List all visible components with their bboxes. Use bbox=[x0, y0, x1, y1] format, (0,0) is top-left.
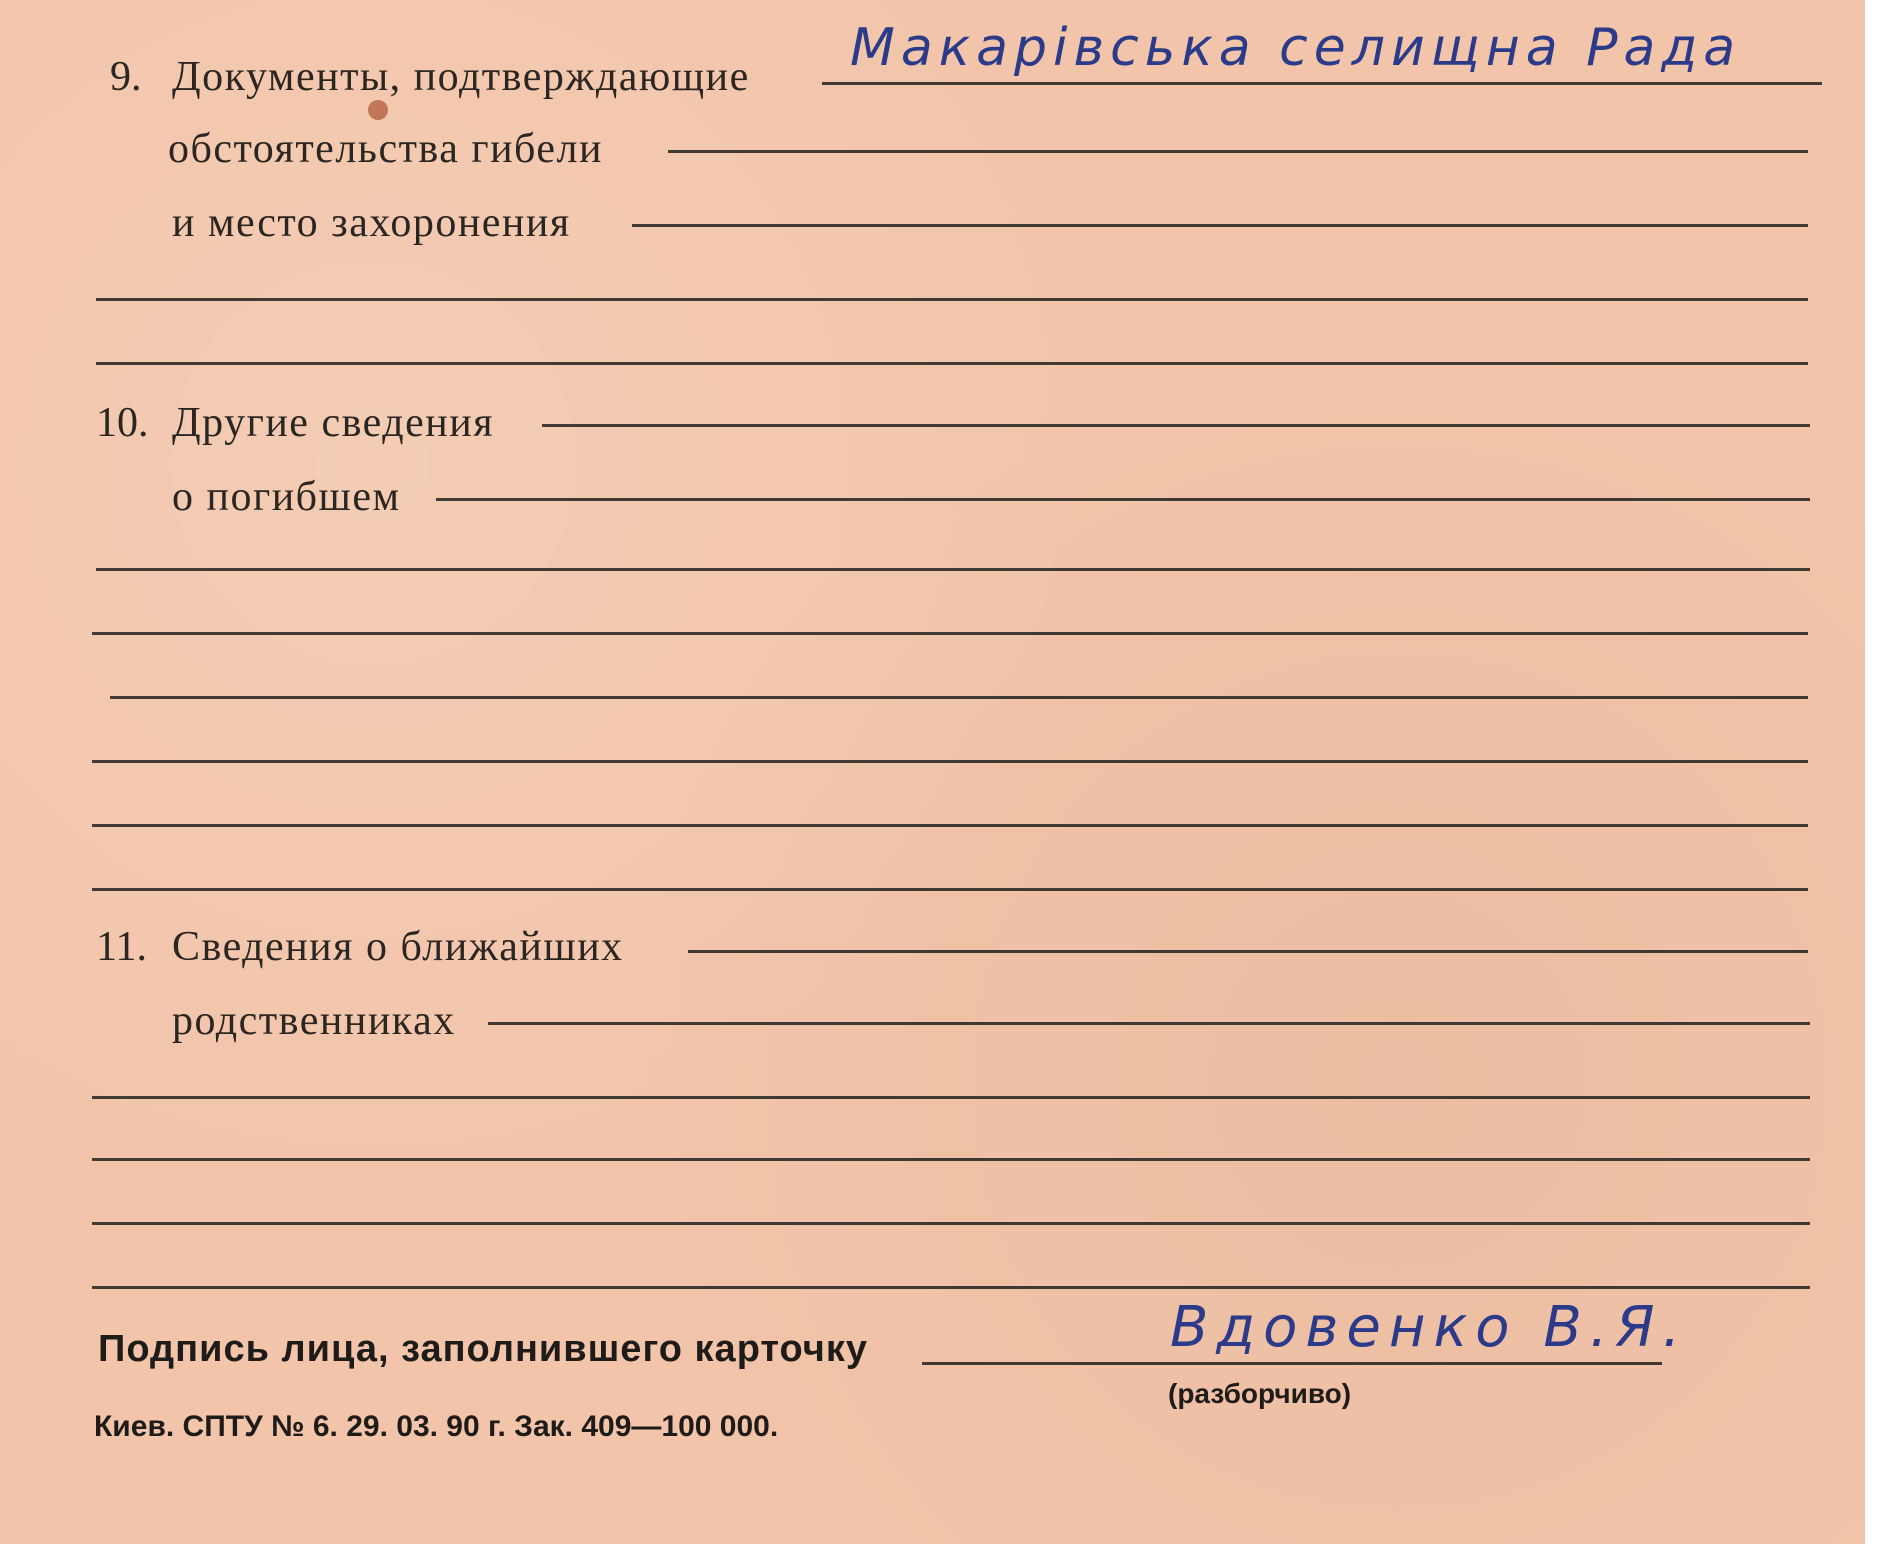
section-10-fill-line-7 bbox=[92, 824, 1808, 827]
scan-border bbox=[1865, 0, 1901, 1544]
section-10-number: 10. bbox=[96, 400, 149, 446]
printer-imprint: Киев. СПТУ № 6. 29. 03. 90 г. Зак. 409—100 000. bbox=[94, 1410, 779, 1443]
section-11-label-line2: родственниках bbox=[172, 998, 456, 1044]
section-10-fill-line-4 bbox=[92, 632, 1808, 635]
section-9-label-line1: Документы, подтверждающие bbox=[172, 54, 750, 100]
signature-note: (разборчиво) bbox=[1168, 1378, 1352, 1409]
section-9-label-line3: и место захоронения bbox=[172, 200, 571, 246]
section-11-fill-line-2 bbox=[488, 1022, 1810, 1025]
section-9-handwritten-entry: Макарiвська селищна Рада bbox=[850, 18, 1742, 78]
section-9-fill-line-2 bbox=[668, 150, 1808, 153]
section-10-fill-line-8 bbox=[92, 888, 1808, 891]
section-9-fill-line-1 bbox=[822, 82, 1822, 85]
section-11-fill-line-6 bbox=[92, 1286, 1810, 1289]
section-10-label-line1: Другие сведения bbox=[172, 400, 495, 446]
section-11-fill-line-5 bbox=[92, 1222, 1810, 1225]
section-9-fill-line-4 bbox=[96, 298, 1808, 301]
section-10-fill-line-1 bbox=[542, 424, 1810, 427]
section-11-number: 11. bbox=[96, 924, 147, 970]
section-9-number: 9. bbox=[110, 54, 142, 100]
section-10-fill-line-5 bbox=[110, 696, 1808, 699]
signature-fill-line bbox=[922, 1362, 1662, 1365]
section-10-label-line2: о погибшем bbox=[172, 474, 401, 520]
section-11-fill-line-3 bbox=[92, 1096, 1810, 1099]
section-9-fill-line-5 bbox=[96, 362, 1808, 365]
ink-spot bbox=[368, 100, 388, 120]
section-11-fill-line-4 bbox=[92, 1158, 1810, 1161]
section-11-fill-line-1 bbox=[688, 950, 1808, 953]
section-9-label-line2: обстоятельства гибели bbox=[168, 126, 603, 172]
section-9-fill-line-3 bbox=[632, 224, 1808, 227]
signature-label: Подпись лица, заполнившего карточку bbox=[98, 1328, 868, 1370]
signature-handwriting: Вдовенко В.Я. bbox=[1170, 1295, 1689, 1360]
section-10-fill-line-2 bbox=[436, 498, 1810, 501]
section-10-fill-line-6 bbox=[92, 760, 1808, 763]
section-11-label-line1: Сведения о ближайших bbox=[172, 924, 624, 970]
section-10-fill-line-3 bbox=[96, 568, 1810, 571]
